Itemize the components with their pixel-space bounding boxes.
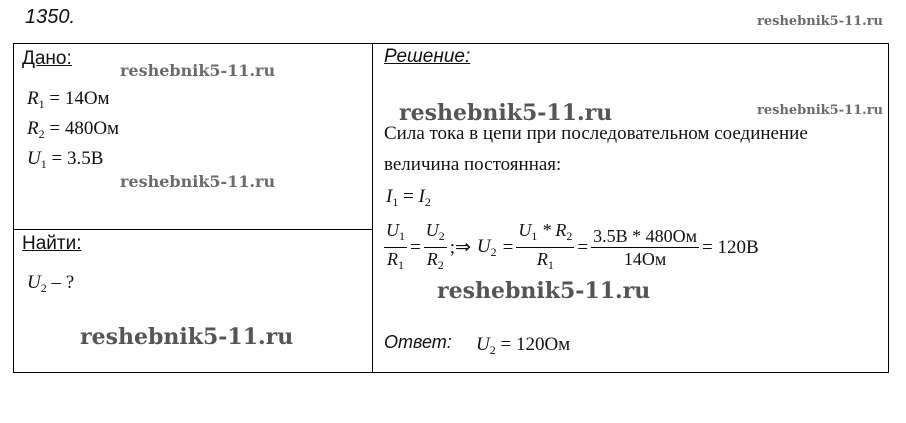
watermark: reshebnik5-11.ru: [120, 172, 276, 191]
problem-number: 1350.: [25, 6, 76, 28]
answer-value: $U_2 = 120Ом$: [476, 334, 571, 357]
watermark: reshebnik5-11.ru: [757, 103, 884, 118]
find-u2: $U_2$ – ?: [27, 272, 75, 295]
solution-text-line2: величина постоянная:: [384, 154, 562, 175]
column-divider: [372, 43, 373, 373]
given-u1: $U_1 = 3.5В$: [27, 148, 104, 171]
equation-currents: $I_1 = I_2$: [386, 186, 431, 209]
fraction-numeric: $\frac{3.5В * 480Ом}{14Ом}$: [593, 226, 697, 269]
answer-label: Ответ:: [384, 332, 452, 352]
given-r1: $R_1 = 14Ом$: [27, 88, 110, 111]
equation-voltage: $\frac{U_1}{R_1}$ = $\frac{U_2}{R_2}$ ;⇒ $U_2$ = $\frac{U_1 * R_2}{R_1}$ = $\frac{3.5В * 480Ом}{14Ом}$ = 120В: [384, 219, 762, 276]
find-header: Найти:: [22, 233, 82, 254]
watermark: reshebnik5-11.ru: [120, 61, 276, 80]
watermark: reshebnik5-11.ru: [757, 14, 884, 29]
given-header: Дано:: [22, 48, 72, 69]
given-r2: $R_2 = 480Ом$: [27, 118, 120, 141]
fraction-u1r2-r1: $\frac{U_1 * R_2}{R_1}$: [518, 220, 573, 272]
solution-header: Решение:: [384, 46, 471, 67]
fraction-u2-r2: $\frac{U_2}{R_2}$: [425, 220, 445, 272]
watermark: reshebnik5-11.ru: [437, 278, 651, 304]
solution-text-line1: Сила тока в цепи при последовательном соединение: [384, 123, 808, 144]
watermark: reshebnik5-11.ru: [80, 324, 294, 350]
row-divider: [13, 229, 373, 230]
watermark: reshebnik5-11.ru: [399, 100, 613, 126]
fraction-u1-r1: $\frac{U_1}{R_1}$: [386, 220, 405, 272]
result: = 120В: [702, 236, 759, 258]
